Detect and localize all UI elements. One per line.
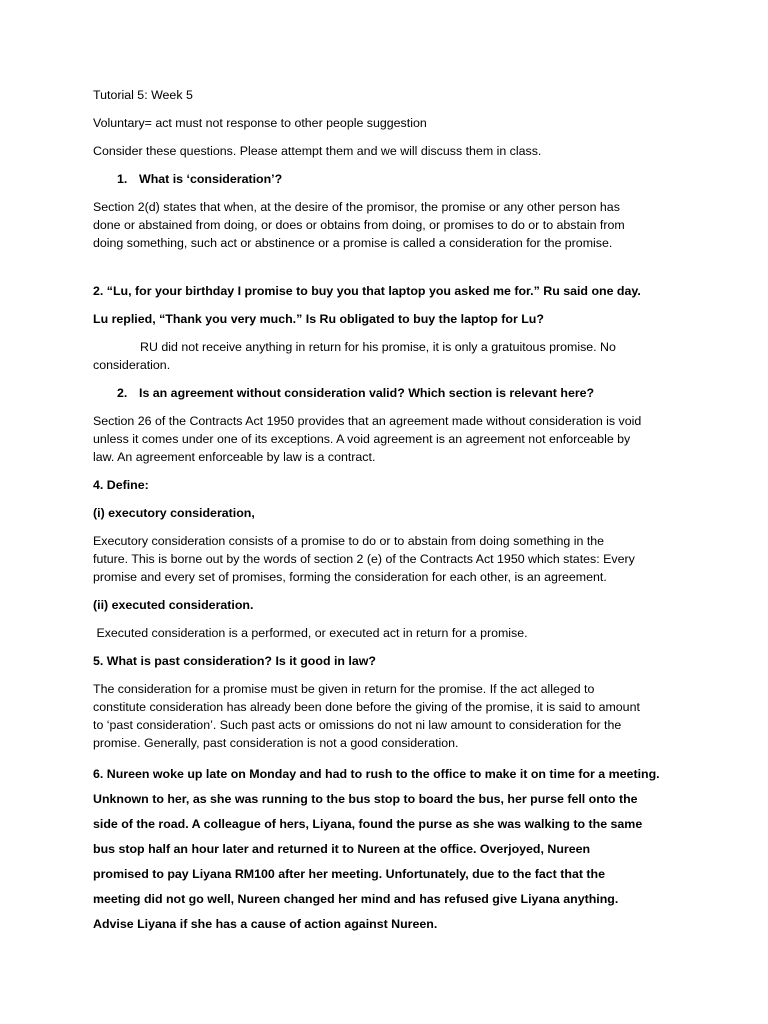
- question-6: [93, 762, 683, 937]
- question-4-ii: (ii) executed consideration.: [93, 598, 254, 612]
- answer-2-line: unless it comes under one of its exceptions. A void agreement is an agreement not enforceable by: [93, 432, 631, 446]
- answer-5-line: to ‘past consideration’. Such past acts or omissions do not ni law amount to consideration for the: [93, 718, 622, 732]
- tutorial-heading: Tutorial 5: Week 5: [93, 88, 193, 102]
- answer-4-i-line: promise and every set of promises, forming the consideration for each other, is an agreement.: [93, 570, 607, 584]
- answer-lu-line: RU did not receive anything in return for his promise, it is only a gratuitous promise. No: [140, 340, 616, 354]
- question-lu-line: Lu replied, “Thank you very much.” Is Ru obligated to buy the laptop for Lu?: [93, 312, 544, 326]
- answer-2-line: Section 26 of the Contracts Act 1950 provides that an agreement made without consideration is void: [93, 414, 642, 428]
- answer-2: [93, 412, 683, 466]
- answer-4-i-line: future. This is borne out by the words of section 2 (e) of the Contracts Act 1950 which states: Every: [93, 552, 635, 566]
- answer-4-ii: Executed consideration is a performed, or executed act in return for a promise.: [93, 626, 528, 640]
- question-4-i: (i) executory consideration,: [93, 506, 255, 520]
- question-1-number: 1.: [117, 172, 128, 186]
- answer-1: [93, 198, 683, 252]
- answer-5-line: constitute consideration has already been done before the giving of the promise, it is said to amount: [93, 700, 640, 714]
- answer-lu-line: consideration.: [93, 358, 171, 372]
- answer-1-line: Section 2(d) states that when, at the desire of the promisor, the promise or any other person has: [93, 200, 620, 214]
- question-4: 4. Define:: [93, 478, 149, 492]
- answer-5-line: promise. Generally, past consideration is not a good consideration.: [93, 736, 459, 750]
- question-5: 5. What is past consideration? Is it good in law?: [93, 654, 376, 668]
- question-lu-line: 2. “Lu, for your birthday I promise to buy you that laptop you asked me for.” Ru said one day.: [93, 284, 641, 298]
- question-1: [93, 170, 683, 188]
- question-6-line: 6. Nureen woke up late on Monday and had to rush to the office to make it on time for a meeting.: [93, 767, 660, 781]
- question-6-line: Unknown to her, as she was running to the bus stop to board the bus, her purse fell onto the: [93, 792, 638, 806]
- document-body: [93, 86, 683, 937]
- answer-5: [93, 680, 683, 752]
- answer-1-line: doing something, such act or abstinence or a promise is called a consideration for the promise.: [93, 236, 613, 250]
- question-2-text: Is an agreement without consideration valid? Which section is relevant here?: [139, 386, 595, 400]
- question-6-line: Advise Liyana if she has a cause of action against Nureen.: [93, 917, 438, 931]
- answer-2-line: law. An agreement enforceable by law is a contract.: [93, 450, 376, 464]
- question-6-line: side of the road. A colleague of hers, Liyana, found the purse as she was walking to the same: [93, 817, 643, 831]
- answer-lu: [93, 338, 683, 374]
- question-6-line: bus stop half an hour later and returned it to Nureen at the office. Overjoyed, Nureen: [93, 842, 591, 856]
- intro-text: Consider these questions. Please attempt them and we will discuss them in class.: [93, 144, 542, 158]
- answer-5-line: The consideration for a promise must be given in return for the promise. If the act alleged to: [93, 682, 595, 696]
- answer-1-line: done or abstained from doing, or does or obtains from doing, or promises to do or to abstain from: [93, 218, 625, 232]
- answer-4-i-line: Executory consideration consists of a promise to do or to abstain from doing something in the: [93, 534, 605, 548]
- question-2: [93, 384, 683, 402]
- voluntary-note: Voluntary= act must not response to other people suggestion: [93, 116, 427, 130]
- question-6-line: meeting did not go well, Nureen changed her mind and has refused give Liyana anything.: [93, 892, 619, 906]
- question-6-line: promised to pay Liyana RM100 after her meeting. Unfortunately, due to the fact that the: [93, 867, 605, 881]
- answer-4-i: [93, 532, 683, 586]
- question-2-number: 2.: [117, 386, 128, 400]
- question-1-text: What is ‘consideration’?: [139, 172, 283, 186]
